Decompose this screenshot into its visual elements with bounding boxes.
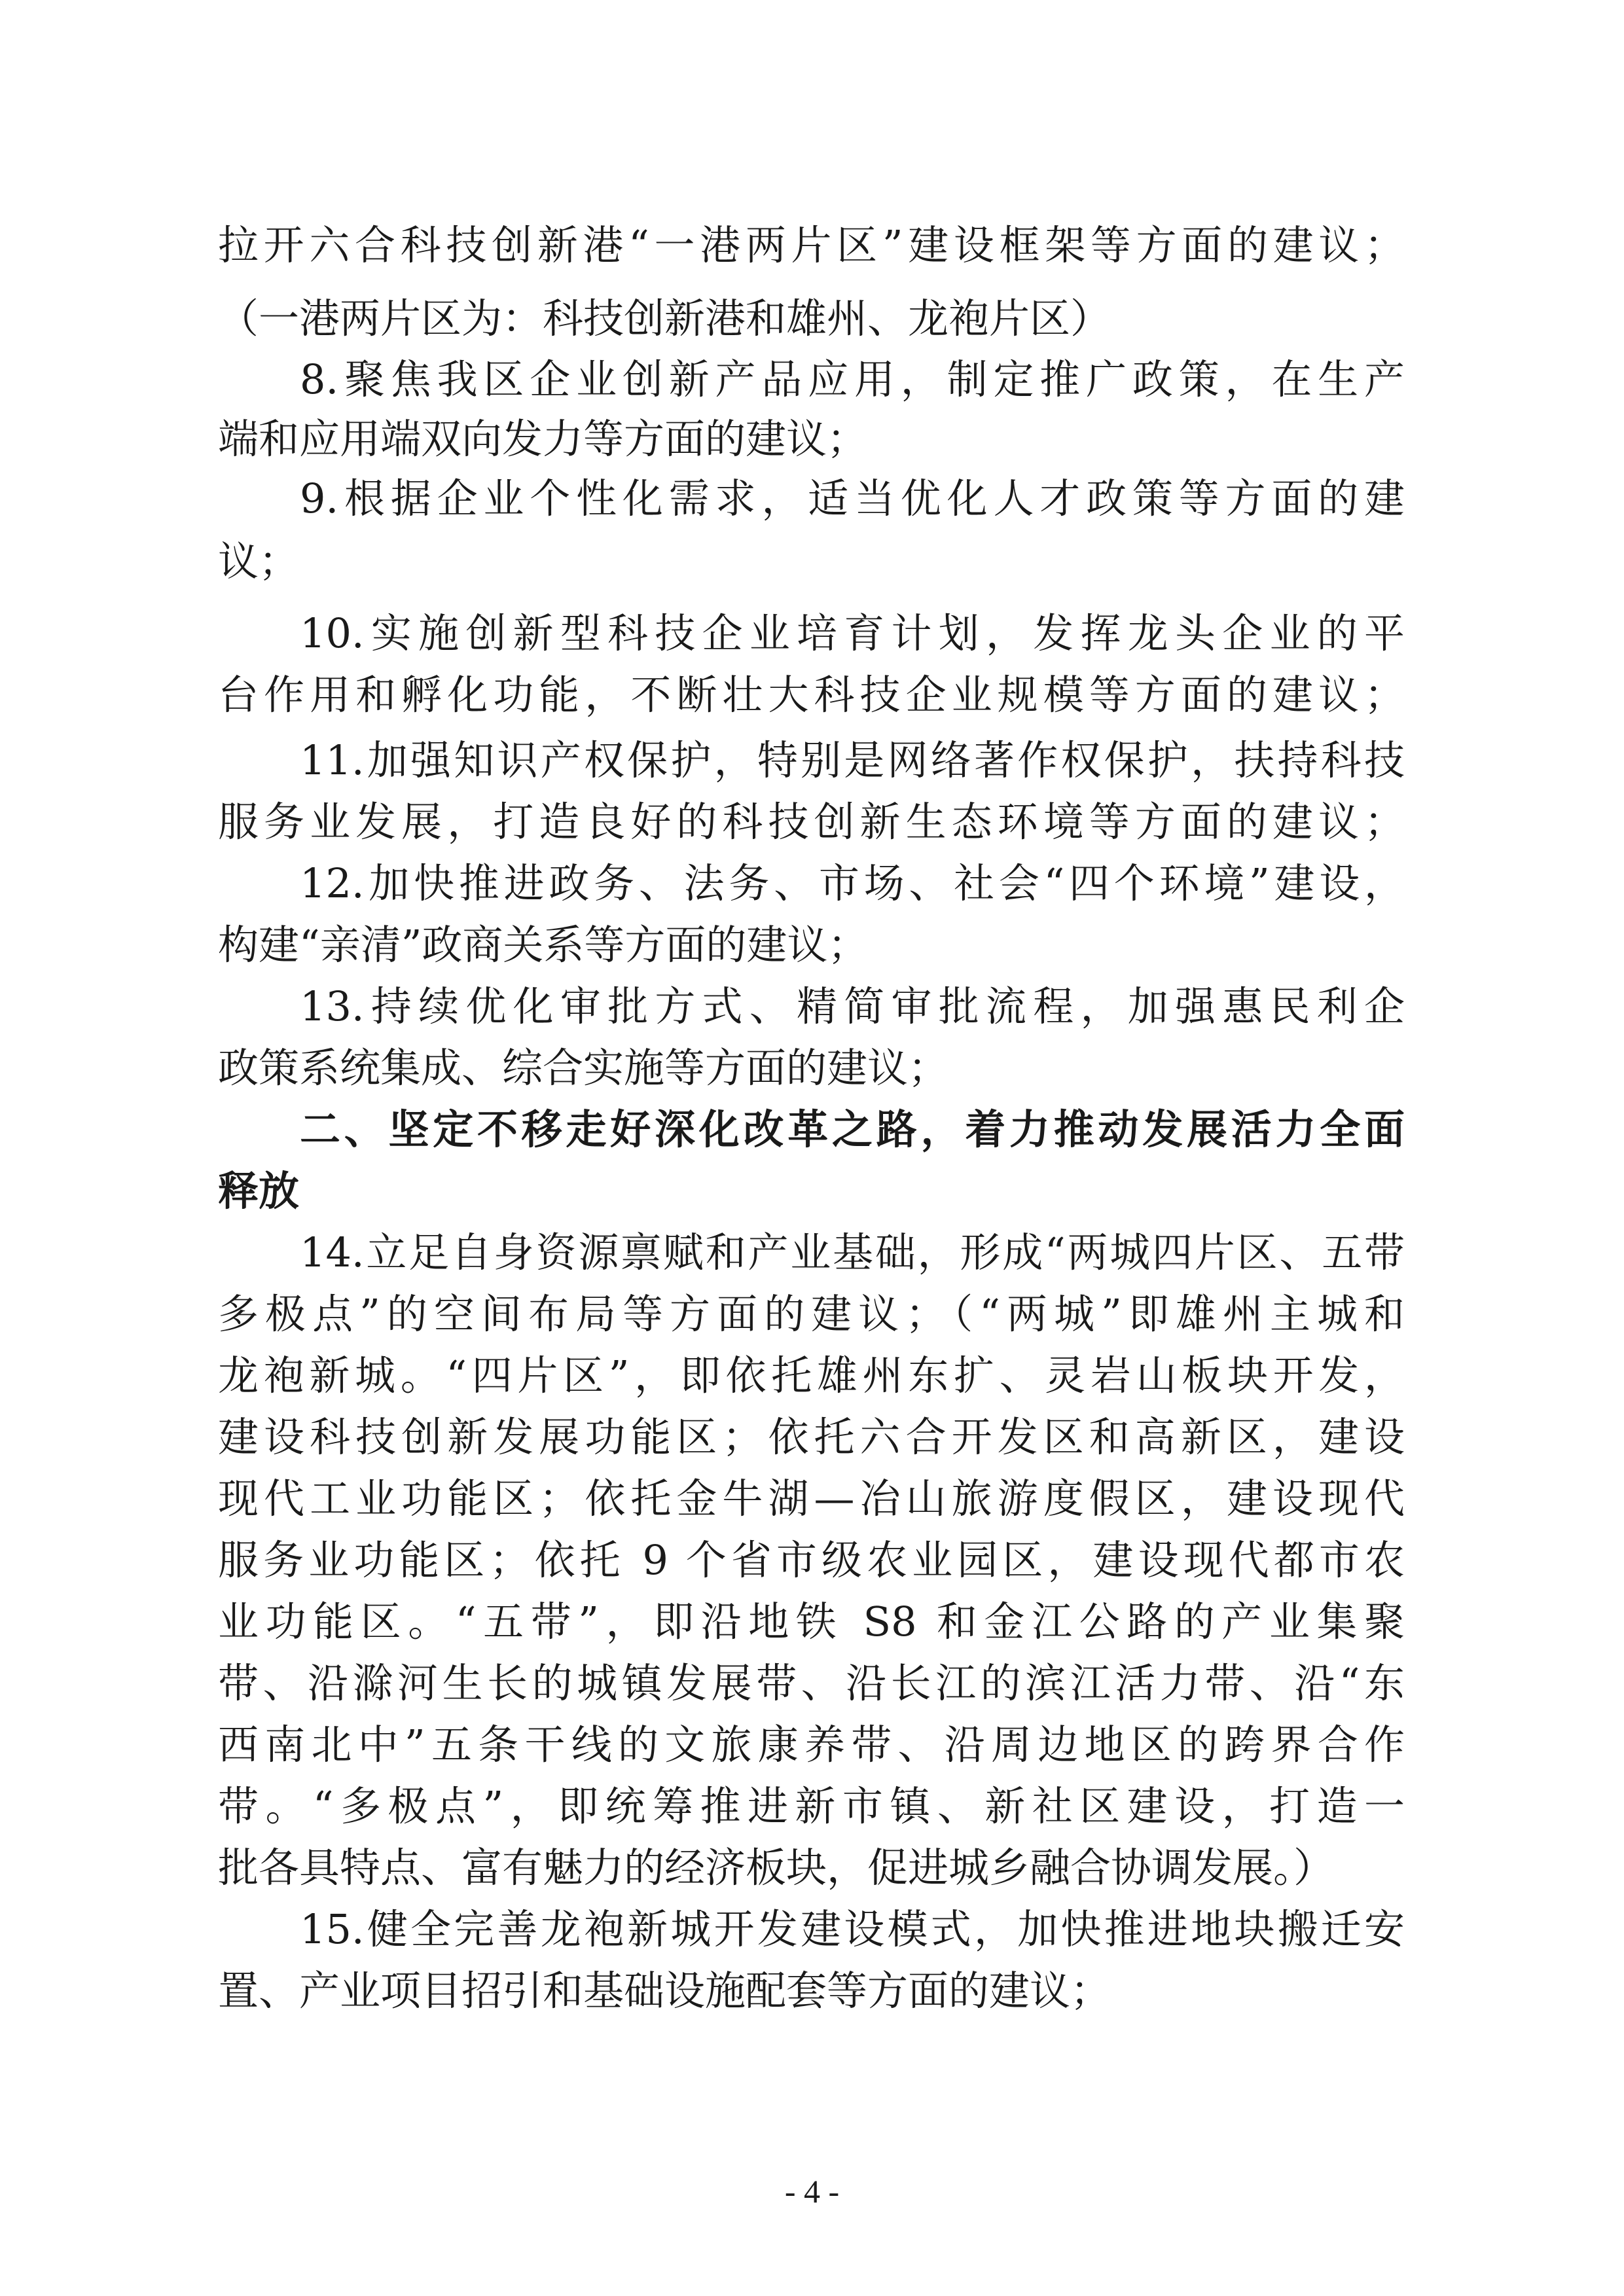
paragraph-line: 8.聚焦我区企业创新产品应用，制定推广政策，在生产 [300,355,1405,403]
paragraph-line: 业功能区。“五带”，即沿地铁 S8 和金江公路的产业集聚 [218,1598,1405,1645]
paragraph-line: 带。“多极点”，即统筹推进新市镇、新社区建设，打造一 [218,1782,1405,1830]
paragraph-line: 12.加快推进政务、法务、市场、社会“四个环境”建设， [300,859,1405,907]
paragraph-line: 置、产业项目招引和基础设施配套等方面的建议； [218,1967,1111,2015]
paragraph-line: 拉开六合科技创新港“一港两片区”建设框架等方面的建议； [218,221,1405,269]
paragraph-line: （一港两片区为：科技创新港和雄州、龙袍片区） [218,295,1111,342]
paragraph-line: 建设科技创新发展功能区；依托六合开发区和高新区，建设 [218,1413,1405,1461]
paragraph-line: 议； [218,537,300,585]
section-heading: 二、坚定不移走好深化改革之路，着力推动发展活力全面 [300,1105,1405,1153]
paragraph-line: 端和应用端双向发力等方面的建议； [218,415,868,463]
paragraph-line: 13.持续优化审批方式、精简审批流程，加强惠民利企 [300,982,1405,1030]
paragraph-line: 多极点”的空间布局等方面的建议；（“两城”即雄州主城和 [218,1290,1405,1338]
paragraph-line: 政策系统集成、综合实施等方面的建议； [218,1044,949,1092]
paragraph-line: 台作用和孵化功能，不断壮大科技企业规模等方面的建议； [218,671,1405,719]
paragraph-line: 服务业发展，打造良好的科技创新生态环境等方面的建议； [218,798,1405,846]
paragraph-line: 11.加强知识产权保护，特别是网络著作权保护，扶持科技 [300,736,1405,784]
paragraph-line: 10.实施创新型科技企业培育计划，发挥龙头企业的平 [300,609,1405,657]
paragraph-line: 15.健全完善龙袍新城开发建设模式，加快推进地块搬迁安 [300,1905,1405,1953]
paragraph-line: 龙袍新城。“四片区”，即依托雄州东扩、灵岩山板块开发， [218,1352,1405,1399]
section-heading: 释放 [218,1167,300,1215]
paragraph-line: 服务业功能区；依托 9 个省市级农业园区，建设现代都市农 [218,1536,1405,1584]
paragraph-line: 构建“亲清”政商关系等方面的建议； [218,921,869,969]
paragraph-line: 带、沿滁河生长的城镇发展带、沿长江的滨江活力带、沿“东 [218,1659,1405,1707]
paragraph-line: 9.根据企业个性化需求，适当优化人才政策等方面的建 [300,475,1405,522]
page-number: - 4 - [784,2173,840,2210]
paragraph-line: 西南北中”五条干线的文旅康养带、沿周边地区的跨界合作 [218,1721,1405,1768]
paragraph-line: 批各具特点、富有魅力的经济板块，促进城乡融合协调发展。） [218,1844,1335,1892]
paragraph-line: 14.立足自身资源禀赋和产业基础，形成“两城四片区、五带 [300,1229,1405,1276]
paragraph-line: 现代工业功能区；依托金牛湖—冶山旅游度假区，建设现代 [218,1475,1405,1522]
